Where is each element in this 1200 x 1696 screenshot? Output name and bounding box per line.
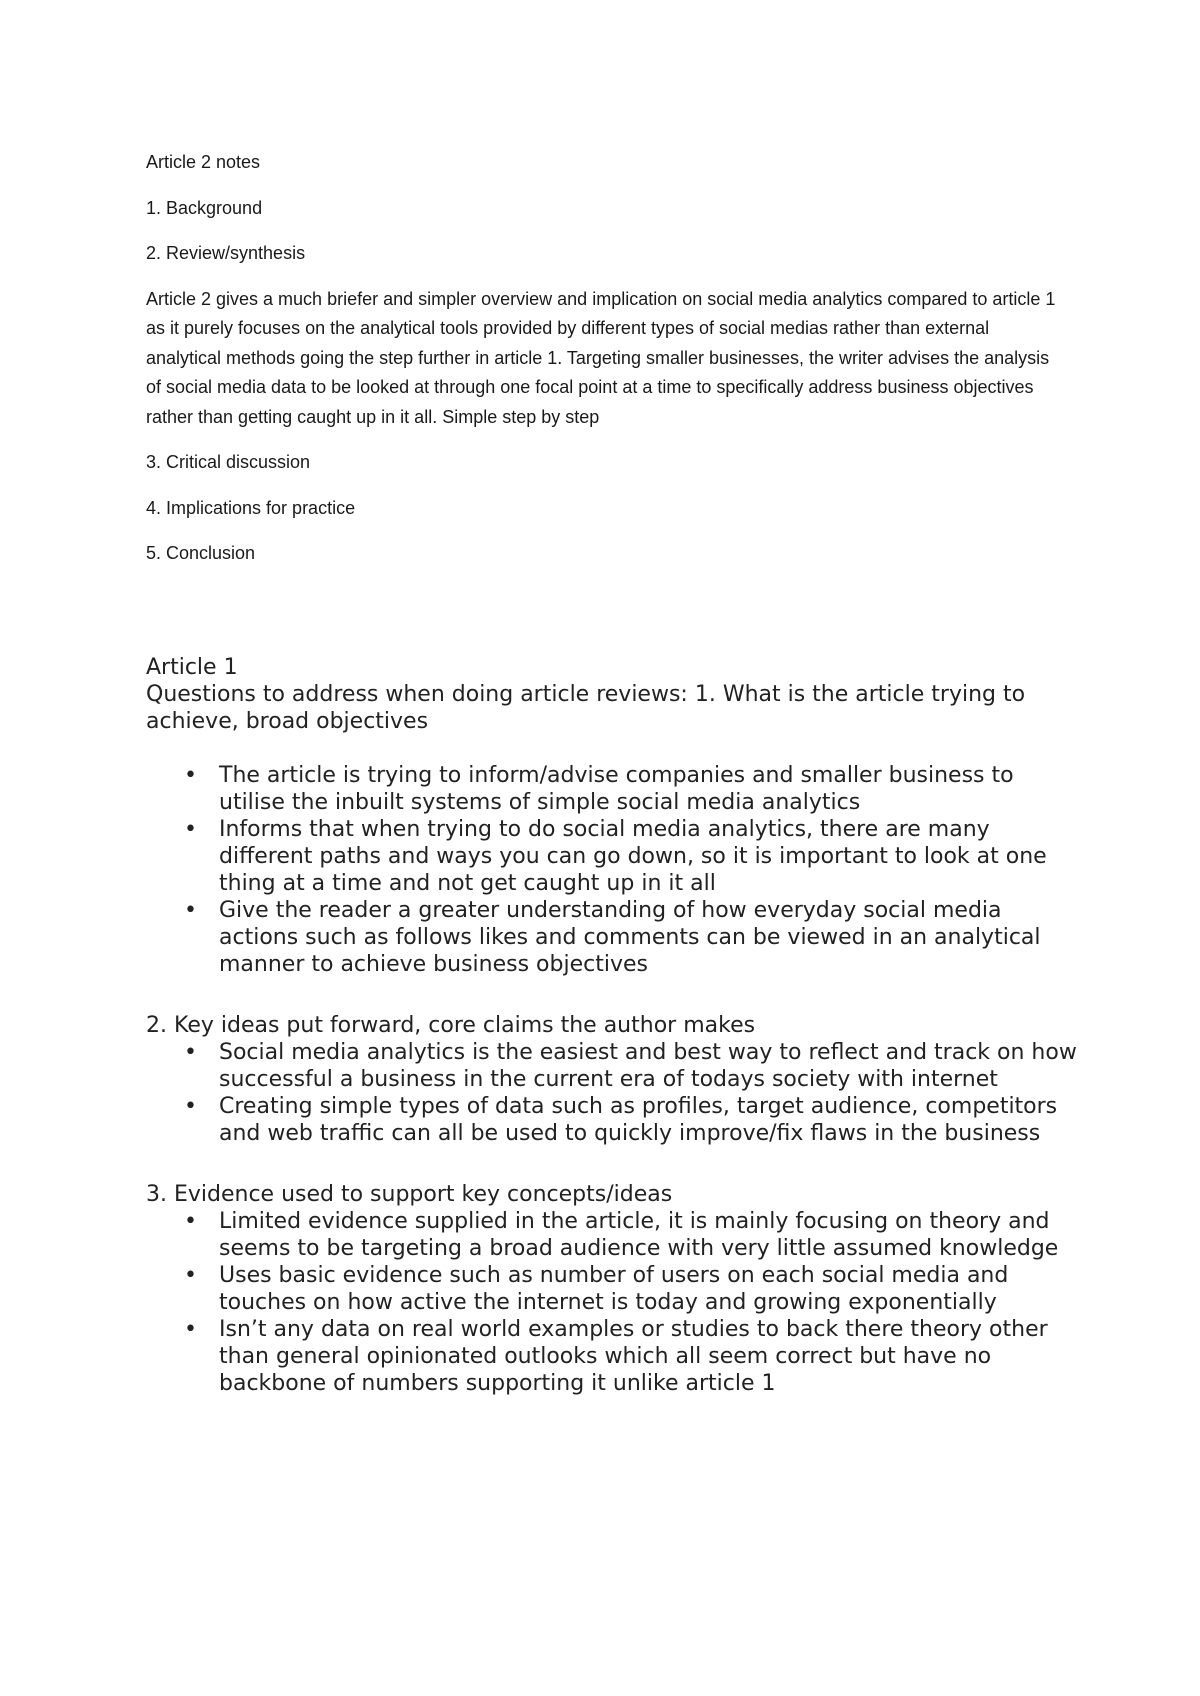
list-item: • Social media analytics is the easiest and best way to reflect and track on how successful a business in the current era of todays society with internet [146, 1039, 1086, 1093]
objectives-list [146, 762, 1086, 978]
list-item: • Uses basic evidence such as number of users on each social media and touches on how active the internet is today and growing exponentially [146, 1262, 1086, 1316]
list-item: • The article is trying to inform/advise companies and smaller business to utilise the inbuilt systems of simple social media analytics [146, 762, 1086, 816]
notes-title: Article 2 notes [146, 152, 261, 172]
list-item: • Isn’t any data on real world examples or studies to back there theory other than general opinionated outlooks which all seem correct but have no backbone of numbers supporting it unlike article 1 [146, 1316, 1086, 1397]
review-paragraph: Article 2 gives a much briefer and simpler overview and implication on social media analytics compared to article 1 as it purely focuses on the analytical tools provided by different types of social medias rather than external analytical methods going the step further in article 1. Targeting smaller businesses, the writer advises the analysis of social media data to be looked at through one focal point at a time to specifically address business objectives rather than getting caught up in it all. Simple step by step [146, 288, 1056, 427]
article-1-heading: Article 1 [146, 655, 238, 680]
notes-item-implications: 4. Implications for practice [146, 497, 356, 518]
notes-item-critical: 3. Critical discussion [146, 452, 311, 472]
list-item: • Limited evidence supplied in the article, it is mainly focusing on theory and seems to be targeting a broad audience with very little assumed knowledge [146, 1208, 1086, 1262]
notes-item-background: 1. Background [146, 197, 263, 218]
article-2-notes-section [146, 148, 1066, 585]
list-item: • Informs that when trying to do social media analytics, there are many different paths and ways you can go down, so it is important to look at one thing at a time and not get caught up in it all [146, 816, 1086, 897]
list-item: • Creating simple types of data such as profiles, target audience, competitors and web traffic can all be used to quickly improve/fix flaws in the business [146, 1093, 1086, 1147]
article-1-section [146, 654, 1086, 1397]
list-item: • Give the reader a greater understanding of how everyday social media actions such as follows likes and comments can be viewed in an analytical manner to achieve business objectives [146, 897, 1086, 978]
article-1-intro: Questions to address when doing article reviews: 1. What is the article trying to achieve, broad objectives [146, 682, 1026, 734]
notes-item-conclusion: 5. Conclusion [146, 543, 256, 563]
evidence-list [146, 1208, 1086, 1397]
notes-item-review: 2. Review/synthesis [146, 243, 306, 263]
key-ideas-list [146, 1039, 1086, 1147]
evidence-heading: 3. Evidence used to support key concepts/ideas [146, 1182, 673, 1207]
key-ideas-heading: 2. Key ideas put forward, core claims the author makes [146, 1013, 756, 1038]
